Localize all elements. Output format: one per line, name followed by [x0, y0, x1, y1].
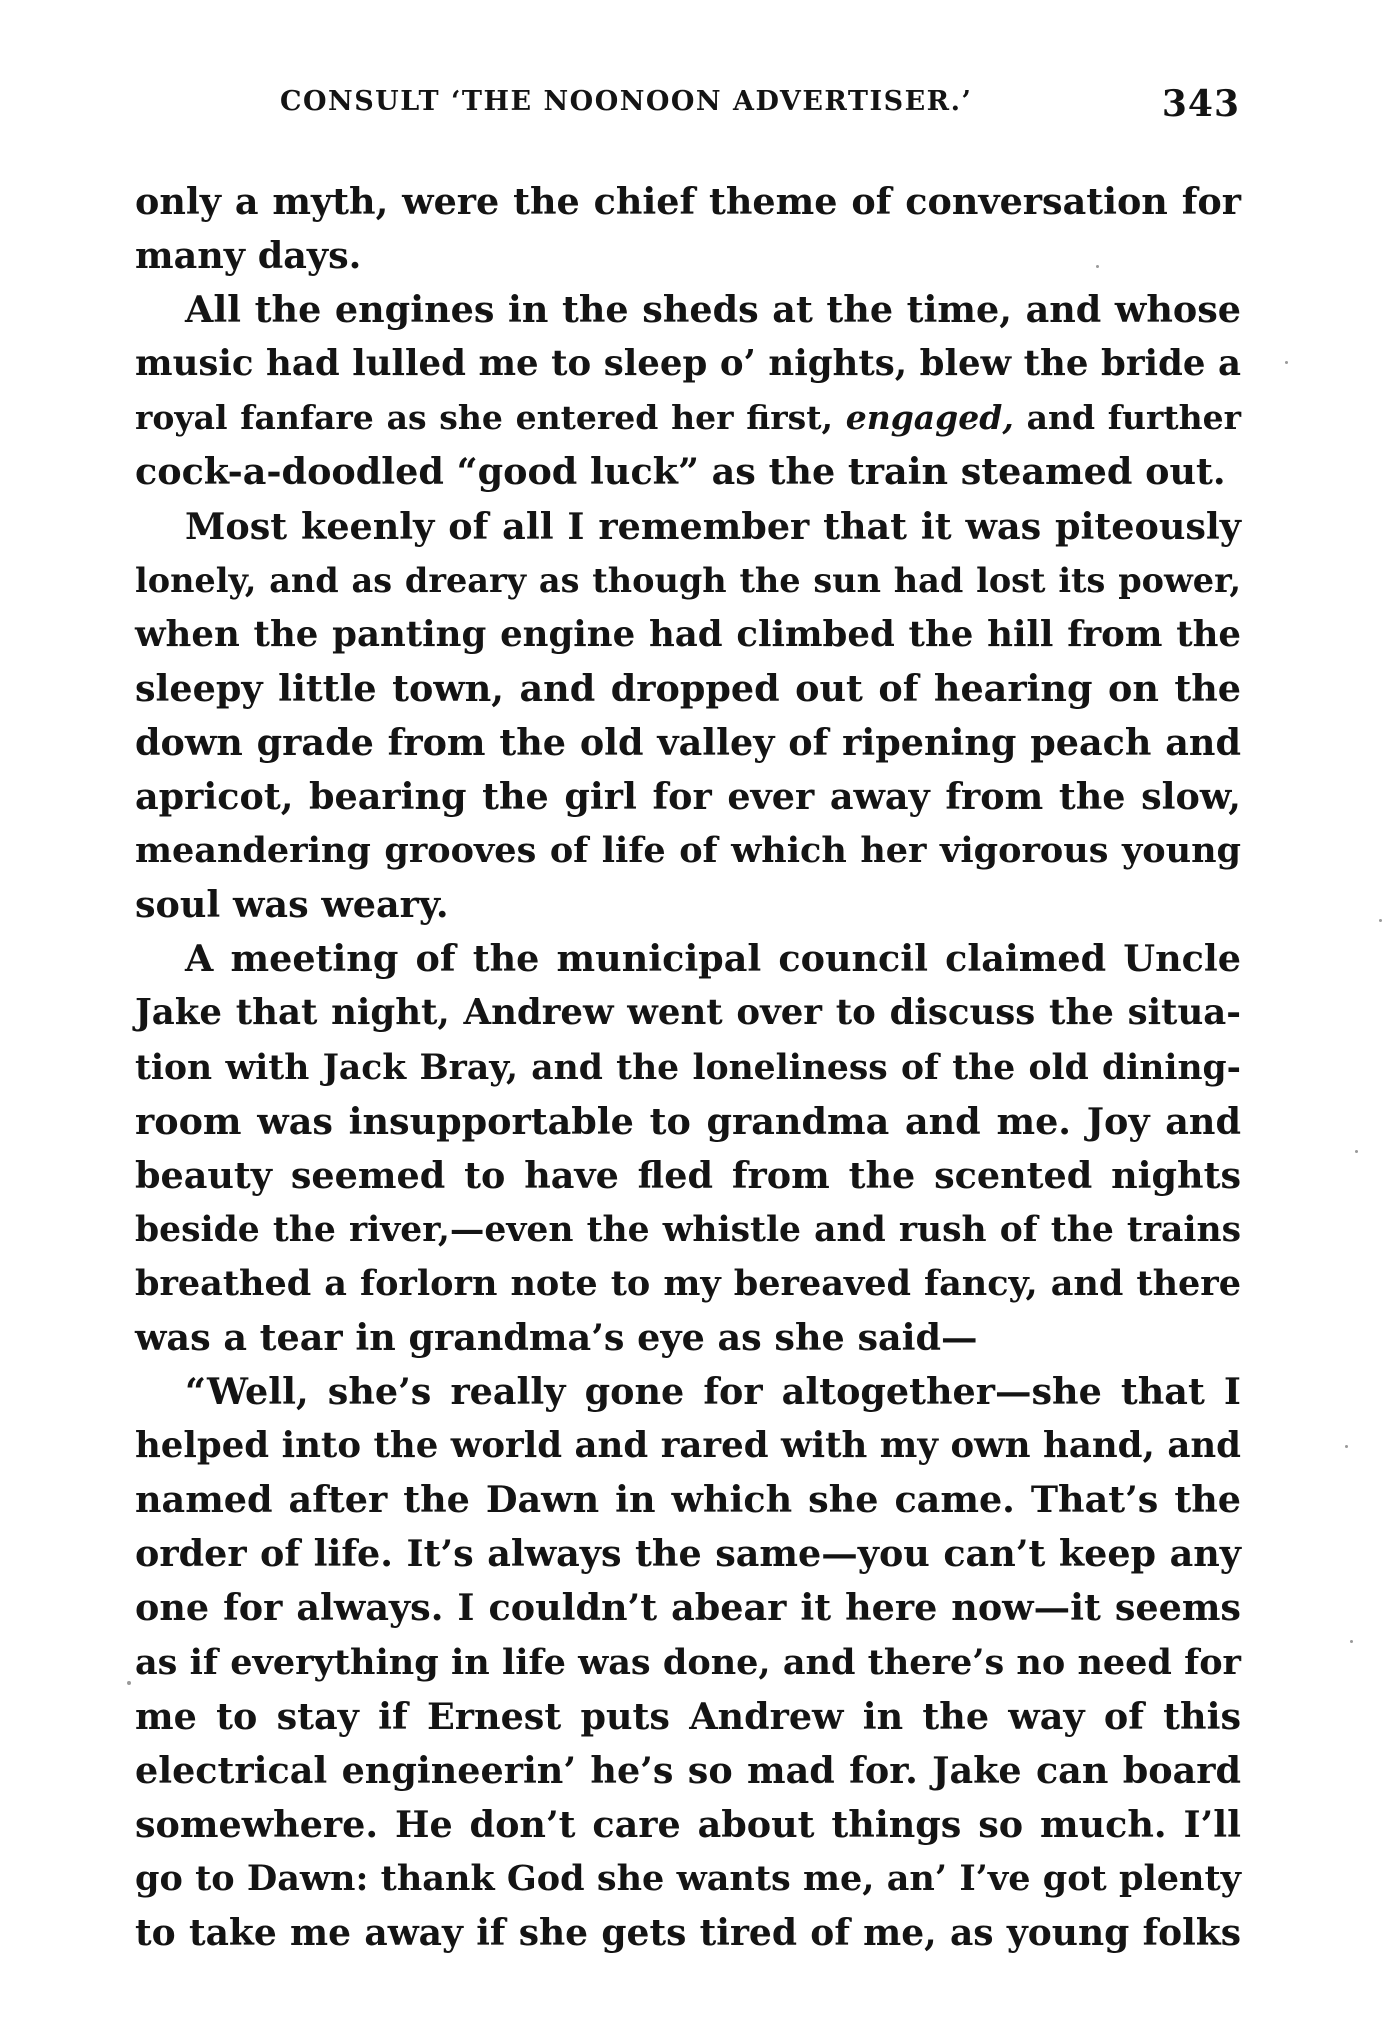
text-line: go to Dawn: thank God she wants me, an’ I’ve got plenty	[135, 1857, 1241, 1899]
text-line: Jake that night, Andrew went over to discuss the situa-	[135, 992, 1241, 1034]
body-text	[135, 175, 1241, 1960]
text-line: when the panting engine had climbed the hill from the	[135, 613, 1241, 655]
running-head-title: CONSULT ‘THE NOONOON ADVERTISER.’	[280, 86, 973, 117]
text-line: lonely, and as dreary as though the sun had lost its power,	[135, 560, 1241, 600]
text-line: beauty seemed to have fled from the scented nights	[135, 1153, 1241, 1197]
text-line: room was insupportable to grandma and me. Joy and	[135, 1099, 1241, 1143]
running-head	[280, 83, 1240, 134]
text-line: named after the Dawn in which she came. That’s the	[135, 1478, 1241, 1522]
text-line: down grade from the old valley of ripening peach and	[135, 720, 1241, 764]
text-line: All the engines in the sheds at the time, and whose	[185, 288, 1241, 332]
text-line: one for always. I couldn’t abear it here now—it seems	[135, 1586, 1241, 1630]
text-line: somewhere. He don’t care about things so much. I’ll	[135, 1802, 1241, 1846]
text-line: meandering grooves of life of which her vigorous young	[135, 830, 1241, 872]
text-line: tion with Jack Bray, and the loneliness of the old dining-	[135, 1047, 1241, 1088]
text-line: royal fanfare as she entered her first, engaged, and further	[135, 398, 1242, 438]
text-line: me to stay if Ernest puts Andrew in the way of this	[135, 1694, 1241, 1738]
page-number: 343	[1161, 83, 1240, 125]
text-line: beside the river,—even the whistle and rush of the trains	[135, 1209, 1241, 1250]
text-line: cock-a-doodled “good luck” as the train steamed out.	[135, 450, 1226, 494]
text-line: breathed a forlorn note to my bereaved fancy, and there	[135, 1262, 1241, 1304]
text-line: helped into the world and rared with my own hand, and	[135, 1425, 1241, 1467]
text-line: only a myth, were the chief theme of conversation for	[135, 180, 1241, 223]
text-line: apricot, bearing the girl for ever away from the slow,	[135, 775, 1241, 819]
text-line: many days.	[135, 234, 362, 278]
text-line: “Well, she’s really gone for altogether—she that I	[185, 1370, 1241, 1414]
text-line: sleepy little town, and dropped out of hearing on the	[135, 666, 1241, 710]
text-line: music had lulled me to sleep o’ nights, blew the bride a	[135, 343, 1241, 385]
text-line: Most keenly of all I remember that it was piteously	[185, 504, 1241, 548]
text-line: to take me away if she gets tired of me, as young folks	[135, 1912, 1241, 1954]
text-line: electrical engineerin’ he’s so mad for. Jake can board	[135, 1748, 1241, 1792]
text-line: as if everything in life was done, and there’s no need for	[135, 1641, 1241, 1683]
text-line: was a tear in grandma’s eye as she said—	[135, 1315, 978, 1359]
text-line: soul was weary.	[135, 883, 449, 927]
text-line: order of life. It’s always the same—you can’t keep any	[135, 1532, 1241, 1576]
text-line: A meeting of the municipal council claimed Uncle	[185, 937, 1241, 981]
